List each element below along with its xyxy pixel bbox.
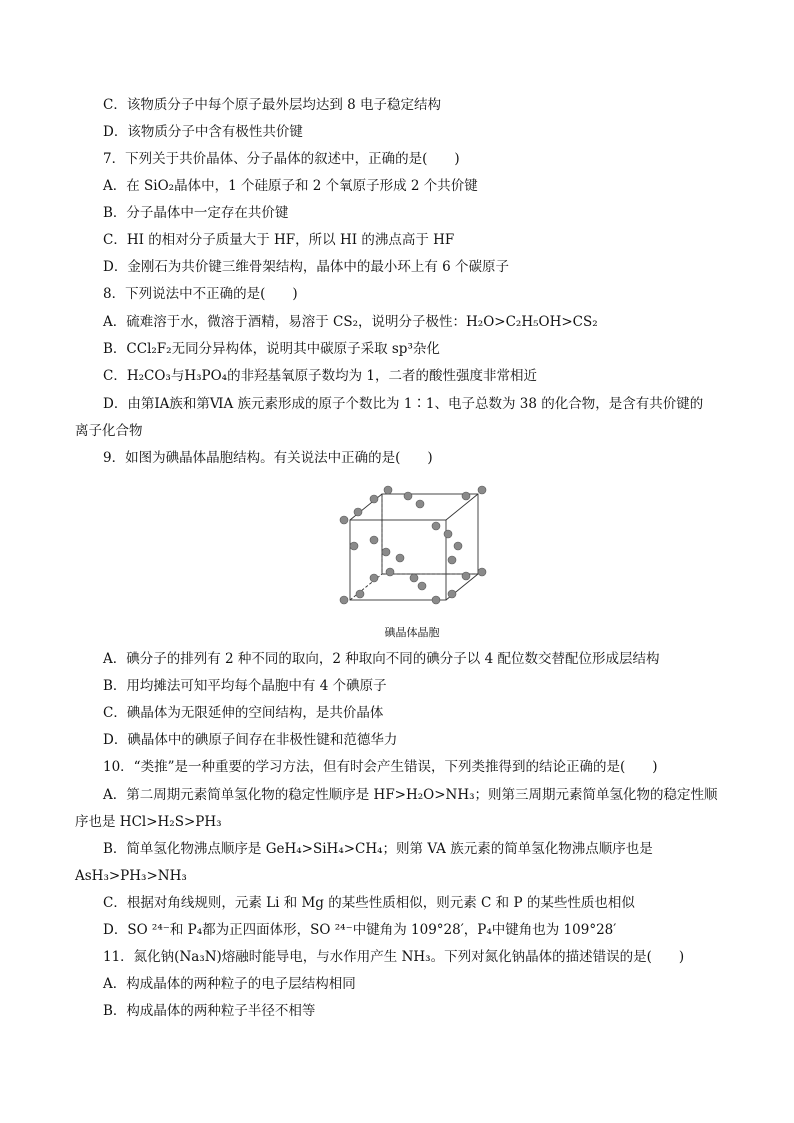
- figure-caption: 碘晶体晶胞: [384, 626, 440, 639]
- q8-option-a: A．硫难溶于水，微溶于酒精，易溶于 CS₂，说明分子极性：H₂O>C₂H₅OH>CS₂: [103, 314, 598, 330]
- question-7: 7．下列关于共价晶体、分子晶体的叙述中，正确的是( ): [103, 151, 460, 167]
- q7-option-a: A．在 SiO₂晶体中，1 个硅原子和 2 个氧原子形成 2 个共价键: [103, 178, 478, 194]
- q10-option-d: D．SO ²⁴⁻和 P₄都为正四面体形，SO ²⁴⁻中键角为 109°28′，P₄中键角也为 109°28′: [103, 922, 617, 938]
- q6-option-c: C．该物质分子中每个原子最外层均达到 8 电子稳定结构: [103, 97, 442, 113]
- question-11: 11．氮化钠(Na₃N)熔融时能导电，与水作用产生 NH₃。下列对氮化钠晶体的描述错误的是( ): [103, 949, 685, 965]
- q7-option-c: C．HI 的相对分子质量大于 HF，所以 HI 的沸点高于 HF: [103, 232, 455, 248]
- q7-option-d: D．金刚石为共价键三维骨架结构，晶体中的最小环上有 6 个碳原子: [103, 259, 509, 275]
- q9-option-c: C．碘晶体为无限延伸的空间结构，是共价晶体: [103, 705, 384, 721]
- question-9: 9．如图为碘晶体晶胞结构。有关说法中正确的是( ): [103, 450, 433, 466]
- q9-option-b: B．用均摊法可知平均每个晶胞中有 4 个碘原子: [103, 678, 387, 694]
- iodine-unit-cell-figure: [330, 482, 500, 612]
- q10-option-a-continued: 序也是 HCl>H₂S>PH₃: [75, 814, 222, 830]
- q8-option-c: C．H₂CO₃与H₃PO₄的非羟基氧原子数均为 1，二者的酸性强度非常相近: [103, 368, 537, 384]
- q10-option-c: C．根据对角线规则，元素 Li 和 Mg 的某些性质相似，则元素 C 和 P 的某些性质也相似: [103, 895, 635, 911]
- q8-option-b: B．CCl₂F₂无同分异构体，说明其中碳原子采取 sp³杂化: [103, 341, 440, 357]
- question-8: 8．下列说法中不正确的是( ): [103, 286, 298, 302]
- q10-option-b: B．简单氢化物沸点顺序是 GeH₄>SiH₄>CH₄；则第 VA 族元素的简单氢化物沸点顺序也是: [103, 841, 653, 857]
- q9-option-d: D．碘晶体中的碘原子间存在非极性键和范德华力: [103, 732, 398, 748]
- q7-option-b: B．分子晶体中一定存在共价键: [103, 205, 289, 221]
- q8-option-d-continued: 离子化合物: [75, 423, 143, 439]
- q11-option-b: B．构成晶体的两种粒子半径不相等: [103, 1003, 316, 1019]
- q8-option-d: D．由第ⅠA族和第ⅥA 族元素形成的原子个数比为 1∶1、电子总数为 38 的化合物，是含有共价键的: [103, 396, 704, 412]
- q10-option-b-continued: AsH₃>PH₃>NH₃: [75, 868, 187, 884]
- question-10: 10．“类推”是一种重要的学习方法，但有时会产生错误，下列类推得到的结论正确的是( ): [103, 759, 658, 775]
- unit-cell-diagram: [330, 482, 500, 612]
- q9-option-a: A．碘分子的排列有 2 种不同的取向，2 种取向不同的碘分子以 4 配位数交替配位形成层结构: [103, 651, 660, 667]
- q11-option-a: A．构成晶体的两种粒子的电子层结构相同: [103, 976, 356, 992]
- q6-option-d: D．该物质分子中含有极性共价键: [103, 124, 303, 140]
- q10-option-a: A．第二周期元素简单氢化物的稳定性顺序是 HF>H₂O>NH₃；则第三周期元素简单氢化物的稳定性顺: [103, 787, 718, 803]
